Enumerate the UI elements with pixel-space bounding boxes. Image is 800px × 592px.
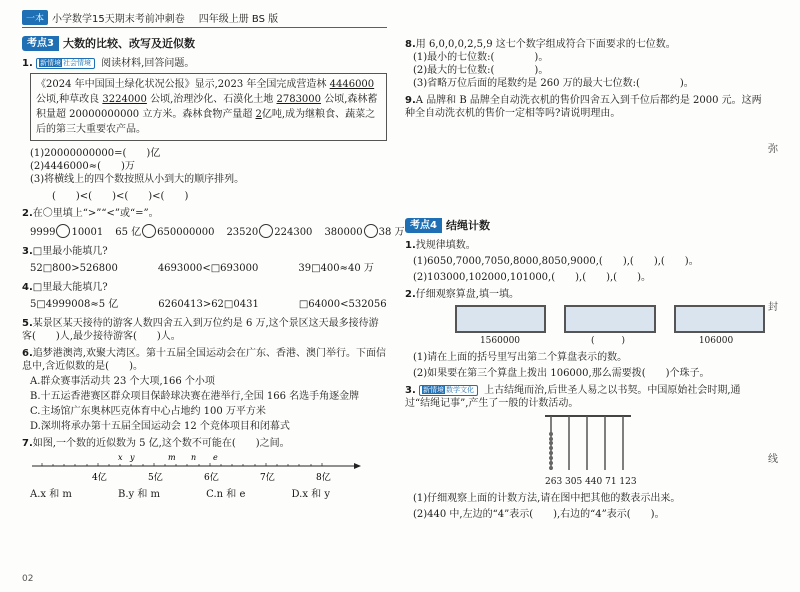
seal-mark-3: 线	[768, 454, 778, 465]
number-line	[32, 452, 362, 486]
option-a[interactable]: A.群众赛事活动共 23 个大项,166 个小项	[30, 376, 215, 387]
section-title: 结绳计数	[445, 219, 490, 232]
question-r2: 2.仔细观察算盘,填一填。 1560000 ( ) 106000 (1)请在上面的括号里写出第二个算盘表示的数。 (2)如果要在第三个算盘上拨出 106000,那么需要拨( )个珠子。	[405, 288, 765, 380]
compare-item: 23520 224300	[226, 224, 312, 239]
fill-item[interactable]: 4693000<□693000	[157, 263, 259, 274]
header-divider	[22, 27, 387, 28]
edition-label: 四年级上册 BS 版	[198, 13, 279, 25]
number-line-svg	[32, 452, 362, 486]
abacus-row	[455, 305, 765, 333]
q7-choices	[30, 488, 330, 501]
abacus-labels: 1560000 ( ) 106000	[479, 336, 734, 346]
seal-mark-1: 弥	[768, 144, 778, 155]
compare-item: 9999 10001	[30, 224, 103, 239]
point-x: x	[118, 453, 123, 462]
choice-b[interactable]: B.y 和 m	[118, 489, 161, 500]
fill-item[interactable]: 39□400≈40 万	[298, 263, 374, 274]
choice-d[interactable]: D.x 和 y	[291, 489, 330, 500]
left-column	[22, 34, 405, 505]
question-5: 5.某景区某天接待的游客人数四舍五入到万位约是 6 万,这个景区这天最多接待游客( )人,最少接待游客( )人。	[22, 318, 379, 342]
seal-mark-2: 封	[768, 302, 778, 313]
question-9: 9.A 品牌和 B 品牌全自动洗衣机的售价四舍五入到千位后都约是 2000 元。这两种全自动洗衣机的售价一定相等吗?请说明理由。	[405, 95, 762, 119]
q1-sub3: (3)将横线上的四个数按照从小到大的顺序排列。	[30, 174, 245, 185]
q1-order-blanks[interactable]: ( )<( )<( )<( )	[52, 191, 189, 202]
right-column	[405, 38, 765, 525]
abacus-2	[564, 305, 655, 333]
q1-sub2: (2)4446000≈( )万	[30, 161, 135, 172]
section-tag: 考点4	[405, 218, 442, 233]
section-3-heading	[22, 36, 387, 51]
abacus-1	[455, 305, 546, 333]
page-header	[22, 8, 278, 26]
fill-item[interactable]: 52□800>526800	[30, 263, 118, 274]
reading-material: 《2024 年中国国土绿化状况公报》显示,2023 年全国完成营造林 4446000 公顷,种草改良 3224000 公顷,治理沙化、石漠化土地 2783000 公顷,森林蓄积量超 20000000000 立方米。森林食物产量超 2亿吨,成为继粮食、蔬菜之后的第三大重要农产品。	[30, 73, 387, 141]
option-b[interactable]: B.十五运香港赛区群众项目保龄球决赛在港举行,全国 166 名选手角逐金牌	[30, 391, 360, 402]
brand-logo: 一本	[22, 10, 48, 25]
question-8: 8.用 6,0,0,0,2,5,9 这七个数字组成符合下面要求的七位数。 (1)最小的七位数:( )。 (2)最大的七位数:( )。 (3)省略万位后面的尾数约是 260 万的最大七位数:( )。	[405, 39, 694, 89]
option-d[interactable]: D.深圳将承办第十五届全国运动会 12 个竞体项目和闭幕式	[30, 421, 290, 432]
question-7: 7.如图,一个数的近似数为 5 亿,这个数不可能在( )之间。 x y m n e 4亿 5亿 6亿 7亿 8亿 A.x 和 m B.y 和 m C.n 和 e D.x 和 y	[22, 437, 387, 501]
book-title: 小学数学15天期末考前冲刺卷	[52, 13, 185, 25]
compare-row	[30, 224, 405, 239]
knot-figure	[545, 414, 765, 489]
knot-cords-svg	[545, 414, 635, 472]
answer-space[interactable]	[405, 124, 765, 216]
section-tag: 考点3	[22, 36, 59, 51]
abacus-3[interactable]	[674, 305, 765, 333]
compare-item: 65 亿 650000000	[115, 224, 214, 239]
point-m: m	[168, 453, 176, 462]
question-1: 1. 新情境 社会情境 阅读材料,回答问题。 《2024 年中国国土绿化状况公报》显示,2023 年全国完成营造林 4446000 公顷,种草改良 3224000 公顷,治理沙化、石漠化土地 2783000 公顷,森林蓄积量超 20000000000 立方米。森林食物产量超 2亿吨,成为继粮食、蔬菜之后的第三大重要农产品。 (1)20000000000=( )亿 (2)4446000≈( )万 (3)将横线上的四个数按照从小到大的顺序排列。 ( )<( )<( )<( )	[22, 57, 387, 203]
choice-c[interactable]: C.n 和 e	[206, 489, 246, 500]
fill-item[interactable]: 6260413>62□0431	[158, 299, 259, 310]
page-number: 02	[22, 574, 34, 584]
compare-item: 380000 38 万	[324, 224, 404, 239]
fill-item[interactable]: □64000<532056	[298, 299, 387, 310]
tick-8: 8亿	[316, 473, 331, 483]
section-4-heading	[405, 218, 765, 233]
knot-numbers: 263 305 440 71 123	[545, 477, 637, 487]
question-6: 6.追梦港澳湾,欢聚大湾区。第十五届全国运动会在广东、香港、澳门举行。下面信息中,含近似数的是( )。 A.群众赛事活动共 23 个大项,166 个小项 B.十五运香港赛区群众项目保龄球决赛在港举行,全国 166 名选手角逐金牌 C.主场馆广东奥林匹克体育中心占地约 100 万平方米 D.深圳将承办第十五届全国运动会 12 个竞体项目和闭幕式	[22, 348, 386, 432]
tick-7: 7亿	[260, 473, 275, 483]
context-badge: 新情境 社会情境	[36, 58, 95, 69]
context-badge: 新情境 数学文化	[419, 385, 478, 396]
fill-item[interactable]: 5□4999008≈5 亿	[30, 299, 119, 310]
point-n: n	[191, 453, 197, 462]
choice-a[interactable]: A.x 和 m	[30, 489, 72, 500]
point-y: y	[130, 453, 135, 462]
question-r3: 3. 新情境 数学文化 上古结绳而治,后世圣人易之以书契。中国原始社会时期,通过“结绳记事”,产生了一般的计数活动。 263 305 440 71 123 (1)仔细观察上面的计数方法,请在图中把其他的数表示出来。 (2)440 中,左边的“4”表示( ),右边的“4”表示( )。	[405, 384, 765, 521]
point-e: e	[213, 453, 218, 462]
tick-4: 4亿	[92, 473, 107, 483]
question-2: 2.在〇里填上“>”“<”或“=”。 9999 10001 65 亿 650000000 23520 224300 380000 38 万	[22, 208, 405, 238]
q1-sub1: (1)20000000000=( )亿	[30, 148, 161, 159]
question-3: 3.□里最小能填几? 52□800>526800 4693000<□693000 39□400≈40 万	[22, 246, 374, 274]
section-title: 大数的比较、改写及近似数	[62, 37, 195, 50]
question-4: 4.□里最大能填几? 5□4999008≈5 亿 6260413>62□0431 □64000<532056	[22, 282, 387, 310]
tick-5: 5亿	[148, 473, 163, 483]
question-r1: 1.找规律填数。 (1)6050,7000,7050,8000,8050,9000,( ),( ),( )。 (2)103000,102000,101000,( ),( ),( )。	[405, 240, 699, 283]
tick-6: 6亿	[204, 473, 219, 483]
option-c[interactable]: C.主场馆广东奥林匹克体育中心占地约 100 万平方米	[30, 406, 266, 417]
